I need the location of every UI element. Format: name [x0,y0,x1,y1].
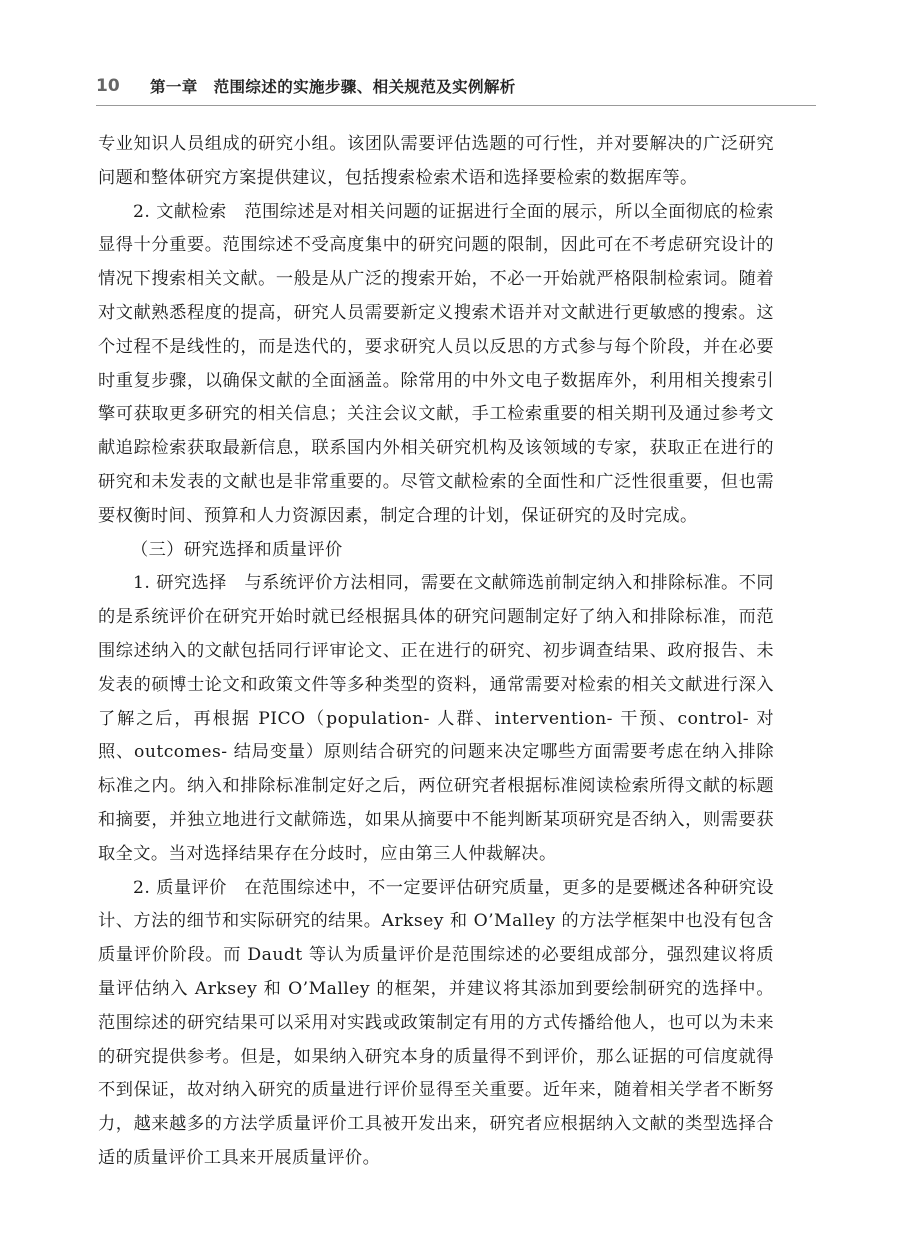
page-number: 10 [96,76,120,96]
paragraph-literature-search: 2. 文献检索 范围综述是对相关问题的证据进行全面的展示，所以全面彻底的检索显得十分重要。范围综述不受高度集中的研究问题的限制，因此可在不考虑研究设计的情况下搜索相关文献。一般是从广泛的搜索开始，不必一开始就严格限制检索词。随着对文献熟悉程度的提高，研究人员需要新定义搜索术语并对文献进行更敏感的搜索。这个过程不是线性的，而是迭代的，要求研究人员以反思的方式参与每个阶段，并在必要时重复步骤，以确保文献的全面涵盖。除常用的中外文电子数据库外，利用相关搜索引擎可获取更多研究的相关信息；关注会议文献，手工检索重要的相关期刊及通过参考文献追踪检索获取最新信息，联系国内外相关研究机构及该领域的专家，获取正在进行的研究和未发表的文献也是非常重要的。尽管文献检索的全面性和广泛性很重要，但也需要权衡时间、预算和人力资源因素，制定合理的计划，保证研究的及时完成。 [98,201,774,526]
header-rule [96,105,816,106]
paragraph-continuation: 专业知识人员组成的研究小组。该团队需要评估选题的可行性，并对要解决的广泛研究问题和整体研究方案提供建议，包括搜索检索术语和选择要检索的数据库等。 [98,134,774,188]
paragraph-quality-assessment: 2. 质量评价 在范围综述中，不一定要评估研究质量，更多的是要概述各种研究设计、方法的细节和实际研究的结果。Arksey 和 O’Malley 的方法学框架中也没有包含质量评价阶段。而 Daudt 等认为质量评价是范围综述的必要组成部分，强烈建议将质量评估纳入 Arksey 和 O’Malley 的框架，并建议将其添加到要绘制研究的选择中。范围综述的研究结果可以采用对实践或政策制定有用的方式传播给他人，也可以为未来的研究提供参考。但是，如果纳入研究本身的质量得不到评价，那么证据的可信度就得不到保证，故对纳入研究的质量进行评价显得至关重要。近年来，随着相关学者不断努力，越来越多的方法学质量评价工具被开发出来，研究者应根据纳入文献的类型选择合适的质量评价工具来开展质量评价。 [98,877,774,1168]
page-body [98,128,774,1176]
page-header [96,72,816,100]
paragraph-study-selection: 1. 研究选择 与系统评价方法相同，需要在文献筛选前制定纳入和排除标准。不同的是系统评价在研究开始时就已经根据具体的研究问题制定好了纳入和排除标准，而范围综述纳入的文献包括同行评审论文、正在进行的研究、初步调查结果、政府报告、未发表的硕博士论文和政策文件等多种类型的资料，通常需要对检索的相关文献进行深入了解之后，再根据 PICO（population- 人群、intervention- 干预、control- 对照、outcomes- 结局变量）原则结合研究的问题来决定哪些方面需要考虑在纳入排除标准之内。纳入和排除标准制定好之后，两位研究者根据标准阅读检索所得文献的标题和摘要，并独立地进行文献筛选，如果从摘要中不能判断某项研究是否纳入，则需要获取全文。当对选择结果存在分歧时，应由第三人仲裁解决。 [98,573,774,864]
chapter-title: 第一章 范围综述的实施步骤、相关规范及实例解析 [150,78,516,96]
section-subheading: （三）研究选择和质量评价 [131,539,343,560]
